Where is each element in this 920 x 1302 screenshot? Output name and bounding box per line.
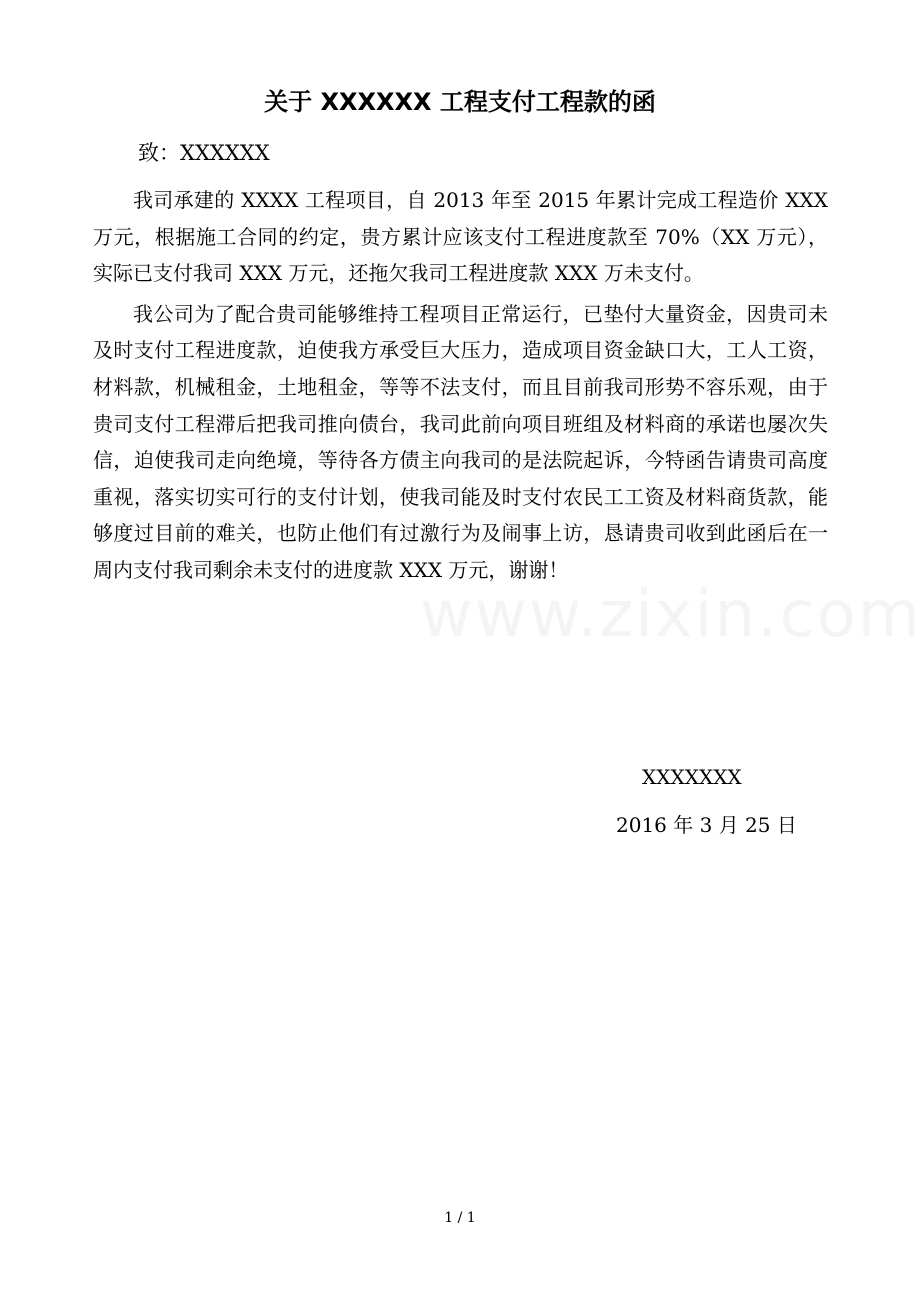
salutation: 致：XXXXXX (138, 141, 270, 165)
letter-title: 关于 XXXXXX 工程支付工程款的函 (264, 88, 656, 116)
signer-name: XXXXXXX (642, 765, 742, 789)
letter-date: 2016 年 3 月 25 日 (616, 813, 797, 837)
letter-body (93, 182, 828, 589)
paragraph-2: 我公司为了配合贵司能够维持工程项目正常运行，已垫付大量资金，因贵司未及时支付工程进度款，迫使我方承受巨大压力，造成项目资金缺口大，工人工资，材料款，机械租金，土地租金，等等不法支付，而且目前我司形势不容乐观，由于贵司支付工程滞后把我司推向债台，我司此前向项目班组及材料商的承诺也屡次失信，迫使我司走向绝境，等待各方债主向我司的是法院起诉，今特函告请贵司高度重视，落实切实可行的支付计划，使我司能及时支付农民工工资及材料商货款，能够度过目前的难关，也防止他们有过激行为及闹事上访，恳请贵司收到此函后在一周内支付我司剩余未支付的进度款 XXX 万元，谢谢！ (93, 301, 828, 582)
watermark-text (420, 578, 920, 652)
page-number: 1 / 1 (444, 1210, 476, 1226)
paragraph-1: 我司承建的 XXXX 工程项目，自 2013 年至 2015 年累计完成工程造价 XXX 万元，根据施工合同的约定，贵方累计应该支付工程进度款至 70%（XX 万元），实际已支付我司 XXX 万元，还拖欠我司工程进度款 XXX 万未支付。 (93, 188, 828, 286)
